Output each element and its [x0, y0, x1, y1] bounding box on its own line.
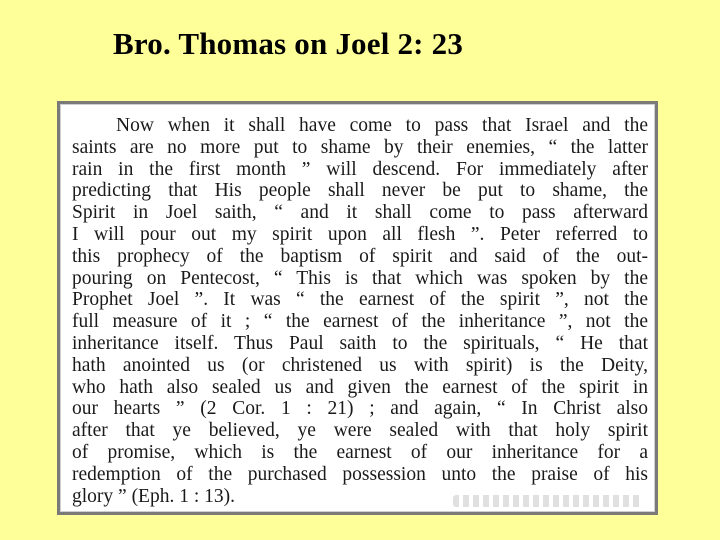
excerpt-line: saints are no more put to shame by their enemies, “ the latter — [72, 136, 648, 158]
scanned-excerpt — [57, 101, 658, 515]
excerpt-line: Now when it shall have come to pass that Israel and the — [116, 115, 648, 136]
excerpt-line: hath anointed us (or christened us with spirit) is the Deity, — [72, 354, 648, 376]
excerpt-line: full measure of it ; “ the earnest of the inheritance ”, not the — [72, 311, 648, 333]
excerpt-line: I will pour out my spirit upon all flesh ”. Peter referred to — [72, 223, 648, 245]
excerpt-line: redemption of the purchased possession unto the praise of his — [72, 463, 648, 485]
excerpt-line: who hath also sealed us and given the earnest of the spirit in — [72, 376, 648, 398]
excerpt-line: Spirit in Joel saith, “ and it shall come to pass afterward — [72, 202, 648, 224]
scan-smudge — [453, 495, 643, 507]
excerpt-text — [72, 115, 648, 507]
excerpt-line: Prophet Joel ”. It was “ the earnest of the spirit ”, not the — [72, 289, 648, 311]
excerpt-line: our hearts ” (2 Cor. 1 : 21) ; and again, “ In Christ also — [72, 398, 648, 420]
slide-title: Bro. Thomas on Joel 2: 23 — [113, 26, 464, 61]
excerpt-line: rain in the first month ” will descend. For immediately after — [72, 158, 648, 180]
excerpt-line: of promise, which is the earnest of our inheritance for a — [72, 441, 648, 463]
excerpt-line: glory ” (Eph. 1 : 13). — [72, 485, 236, 507]
excerpt-line: pouring on Pentecost, “ This is that which was spoken by the — [72, 267, 648, 289]
excerpt-line: inheritance itself. Thus Paul saith to the spirituals, “ He that — [72, 332, 648, 354]
excerpt-line: predicting that His people shall never be put to shame, the — [72, 180, 648, 202]
excerpt-line: this prophecy of the baptism of spirit and said of the out- — [72, 245, 648, 267]
excerpt-line: after that ye believed, ye were sealed with that holy spirit — [72, 420, 648, 442]
